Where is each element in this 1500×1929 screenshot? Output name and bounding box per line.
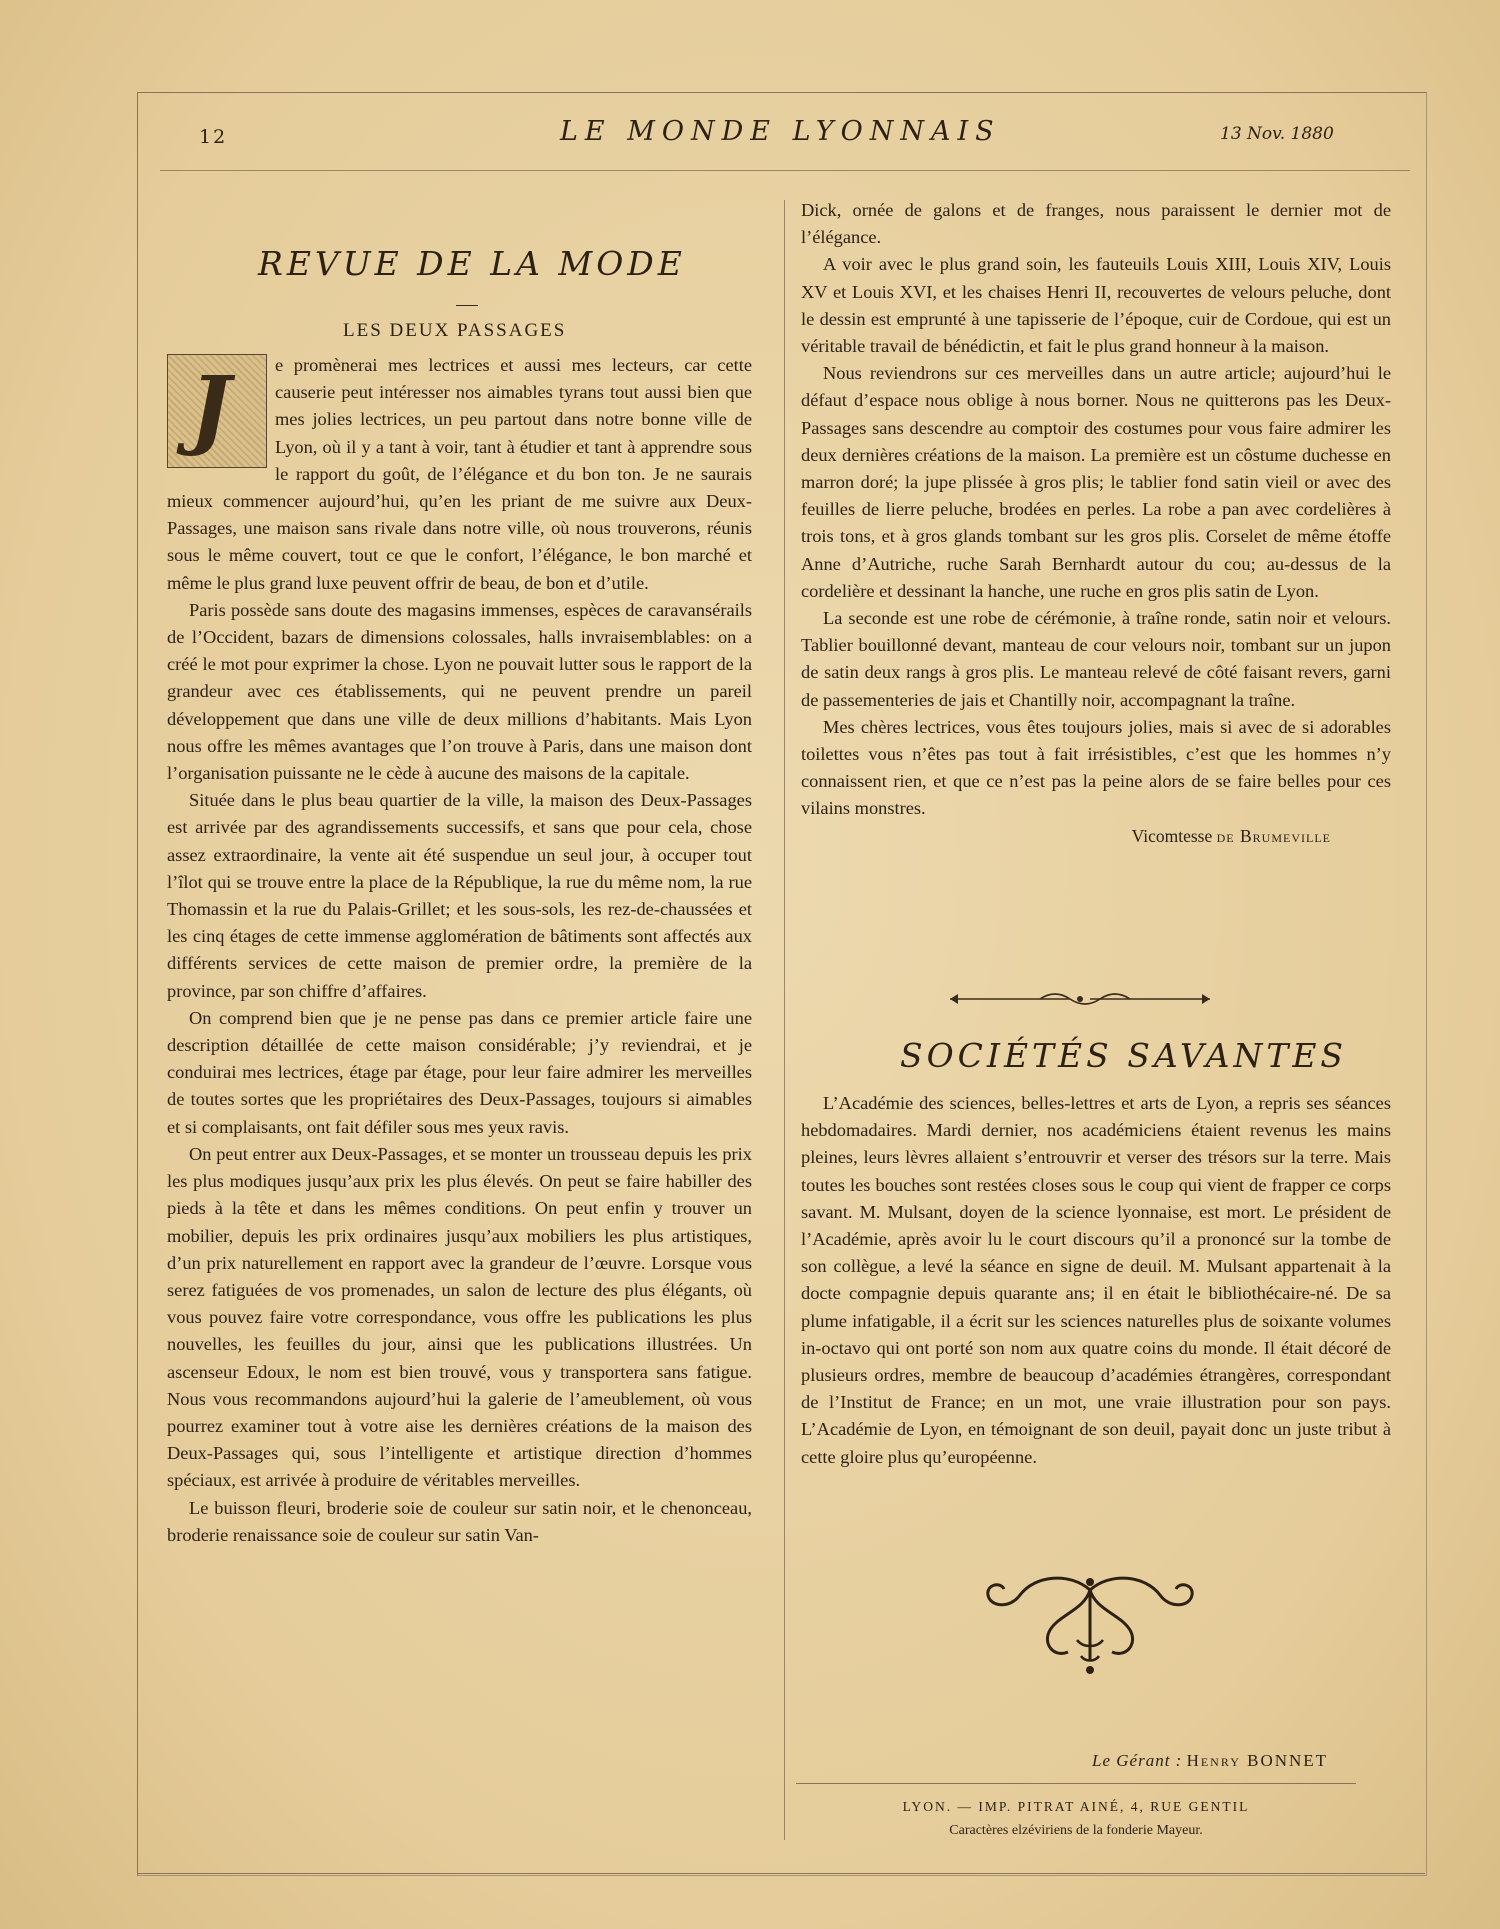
societes-column bbox=[801, 1090, 1391, 1471]
page-number: 12 bbox=[199, 126, 228, 148]
article-paragraph: Dick, ornée de galons et de franges, nous paraissent le dernier mot de l’élégance. bbox=[801, 200, 1391, 248]
article-paragraph: On peut entrer aux Deux-Passages, et se monter un trousseau depuis les prix les plus modiques jusqu’aux prix les plus élevés. On peut se faire habiller des pieds à la tête et dans les mêmes conditions. On peut enfin y trouver un mobilier, depuis les prix ordinaires jusqu’aux mobiliers les plus artistiques, d’un prix naturellement en rapport avec la grandeur de l’œuvre. Lorsque vous serez fatiguées de vos promenades, un salon de lecture des plus élégants, où vous pouvez faire votre correspondance, vous offre les publications les plus nouvelles, les feuilles du jour, ainsi que les publications illustrées. Un ascenseur Edoux, le nom est bien trouvé, vous y transportera sans fatigue. Nous vous recommandons aujourd’hui la galerie de l’ameublement, où vous pourrez examiner tout à votre aise les dernières créations de la maison des Deux-Passages qui, sous l’intelligente et artistique direction d’hommes spéciaux, est arrivée à produire de véritables merveilles. bbox=[167, 1143, 752, 1491]
title-dash bbox=[456, 305, 478, 306]
article-paragraph: La seconde est une robe de cérémonie, à traîne ronde, satin noir et velours. Tablier bouillonné devant, manteau de cour velours noir, tombant sur un jupon de satin deux rangs à gros plis. Le manteau relevé de côté faisant revers, garni de passementeries de jais et Chantilly noir, accompagnant la traîne. bbox=[801, 608, 1391, 710]
gerant-name: Henry BONNET bbox=[1186, 1751, 1329, 1770]
article-paragraph: L’Académie des sciences, belles-lettres et arts de Lyon, a repris ses séances hebdomadaires. Mardi dernier, nos académiciens étaient revenus les mains pleines, leurs lèvres allaient s’entrouvrir et verser des trésors sur la terre. Mais toutes les bouches sont restées closes sous le coup qui vient de frapper ce corps savant. M. Mulsant, doyen de la science lyonnaise, est mort. Le président de l’Académie, après avoir lu le court discours qu’il a prononcé sur la tombe de son collègue, a levé la séance en signe de deuil. M. Mulsant appartenait à la docte compagnie depuis quarante ans; il en était le bibliothécaire-né. De sa plume infatigable, il a écrit sur les sciences naturelles plus de soixante volumes in-octavo qui ont porté son nom aux quatre coins du monde. Il était décoré de plusieurs ordres, membre de beaucoup d’académies étrangères, correspondant de l’Institut de France; en un mot, une vraie illustration pour son pays. L’Académie de Lyon, en témoignant de son deuil, payait donc un juste tribut à cette gloire plus qu’européenne. bbox=[801, 1093, 1391, 1467]
column-divider bbox=[784, 200, 785, 1840]
fleuron-ornament bbox=[985, 1570, 1195, 1680]
article-paragraph: Le buisson fleuri, broderie soie de couleur sur satin noir, et le chenonceau, broderie renaissance soie de couleur sur satin Van- bbox=[167, 1497, 752, 1545]
article-paragraph: Mes chères lectrices, vous êtes toujours jolies, mais si avec de si adorables toilettes vous n’êtes pas tout à fait irrésistibles, c’est que les hommes n’y connaissent rien, et que ce n’est pas la peine alors de se faire belles pour ces vilains monstres. bbox=[801, 716, 1391, 819]
right-column bbox=[801, 197, 1391, 850]
bottom-divider bbox=[137, 1873, 1425, 1874]
revue-title: REVUE DE LA MODE bbox=[258, 244, 686, 283]
imprint-line: LYON. — IMP. PITRAT AINÉ, 4, RUE GENTIL bbox=[902, 1799, 1250, 1814]
signature-surname: de Brumeville bbox=[1216, 825, 1331, 846]
article-paragraph: Située dans le plus beau quartier de la ville, la maison des Deux-Passages est arrivée par des agrandissements successifs, et sans que pour cela, chose assez extraordinaire, la vente ait été suspendue un seul jour, à occuper tout l’îlot qui se trouve entre la place de la République, la rue du même nom, la rue Thomassin et la rue du Palais-Grillet; et les sous-sols, les rez-de-chaussées et les cinq étages de cette immense agglomération de bâtiments sont affectés aux différents services de cette maison de premier ordre, la première de la province, par son chiffre d’affaires. bbox=[167, 790, 752, 1001]
signature-name: Vicomtesse bbox=[1131, 825, 1213, 846]
type-foundry-note: Caractères elzéviriens de la fonderie Mayeur. bbox=[949, 1823, 1203, 1838]
paragraph-text: e promènerai mes lectrices et aussi mes lecteurs, car cette causerie peut intéresser nos aimables tyrans tout aussi bien que mes jolies lectrices, un peu partout dans notre bonne ville de Lyon, où il y a tant à voir, tant à étudier et tant à apprendre sous le rapport du goût, de l’élégance et du bon ton. Je ne saurais mieux commencer aujourd’hui, qu’en les priant de me suivre aux Deux-Passages, une maison sans rivale dans notre ville, où nous trouverons, réunis sous le même couvert, tout ce que le confort, l’élégance, le bon marché et même le plus grand luxe peuvent offrir de beau, de bon et d’utile. bbox=[167, 355, 752, 593]
article-paragraph: A voir avec le plus grand soin, les fauteuils Louis XIII, Louis XIV, Louis XV et Louis XVI, et les chaises Henri II, recouvertes de velours peluche, dont le dessin est emprunté à une tapisserie de l’époque, cuir de Cordoue, qui est un véritable travail de bénédictin, et fait le plus grand honneur à la maison. bbox=[801, 254, 1391, 357]
revue-subtitle: LES DEUX PASSAGES bbox=[343, 320, 567, 341]
ornamental-divider bbox=[940, 986, 1220, 1012]
article-signature bbox=[801, 823, 1391, 850]
header-divider bbox=[160, 170, 1410, 171]
issue-date: 13 Nov. 1880 bbox=[1220, 124, 1334, 144]
masthead-title: LE MONDE LYONNAIS bbox=[560, 116, 1001, 147]
article-paragraph bbox=[167, 352, 752, 597]
left-column bbox=[167, 352, 752, 1549]
ornate-dropcap bbox=[167, 354, 267, 468]
article-paragraph: On comprend bien que je ne pense pas dans ce premier article faire une description détaillée de cette maison considérable; j’y reviendrai, et je conduirai mes lectrices, étage par étage, pour leur faire admirer les merveilles de toutes sortes que les propriétaires des Deux-Passages, toujours si aimables et si complaisants, ont fait défiler sous mes yeux ravis. bbox=[167, 1007, 752, 1137]
dropcap-letter: J bbox=[190, 358, 231, 459]
article-paragraph: Paris possède sans doute des magasins immenses, espèces de caravansérails de l’Occident, bazars de dimensions colossales, halls invraisemblables: on a créé le mot pour exprimer la chose. Lyon ne pouvait lutter sous le rapport de la grandeur avec ces établissements, qui ne peuvent prendre un pareil développement que dans une ville de deux millions d’habitants. Mais Lyon nous offre les mêmes avantages que l’on trouve à Paris, dans une maison dont l’organisation puissante ne le cède à aucune des maisons de la capitale. bbox=[167, 599, 752, 784]
imprint-divider bbox=[796, 1783, 1356, 1784]
gerant-line bbox=[1092, 1751, 1328, 1771]
article-paragraph: Nous reviendrons sur ces merveilles dans un autre article; aujourd’hui le défaut d’espace nous oblige à nous borner. Nous ne quitterons pas les Deux-Passages sans descendre au comptoir des costumes pour vous faire admirer les deux dernières créations de la maison. La première est un côstume duchesse en marron doré; la jupe plissée à gros plis; le tablier fond satin vieil or avec des feuilles de lierre peluche, brodées en perles. La robe a pan avec cordelières à trois tons, et à gros glands tombant sur les gros plis. Corselet de même étoffe Anne d’Autriche, ruche Sarah Bernhardt autour du cou; au-dessus de la cordelière et dessinant la hanche, une ruche en gros plis satin de Lyon. bbox=[801, 363, 1391, 601]
gerant-label: Le Gérant : bbox=[1092, 1751, 1183, 1770]
societes-title: SOCIÉTÉS SAVANTES bbox=[900, 1036, 1348, 1075]
